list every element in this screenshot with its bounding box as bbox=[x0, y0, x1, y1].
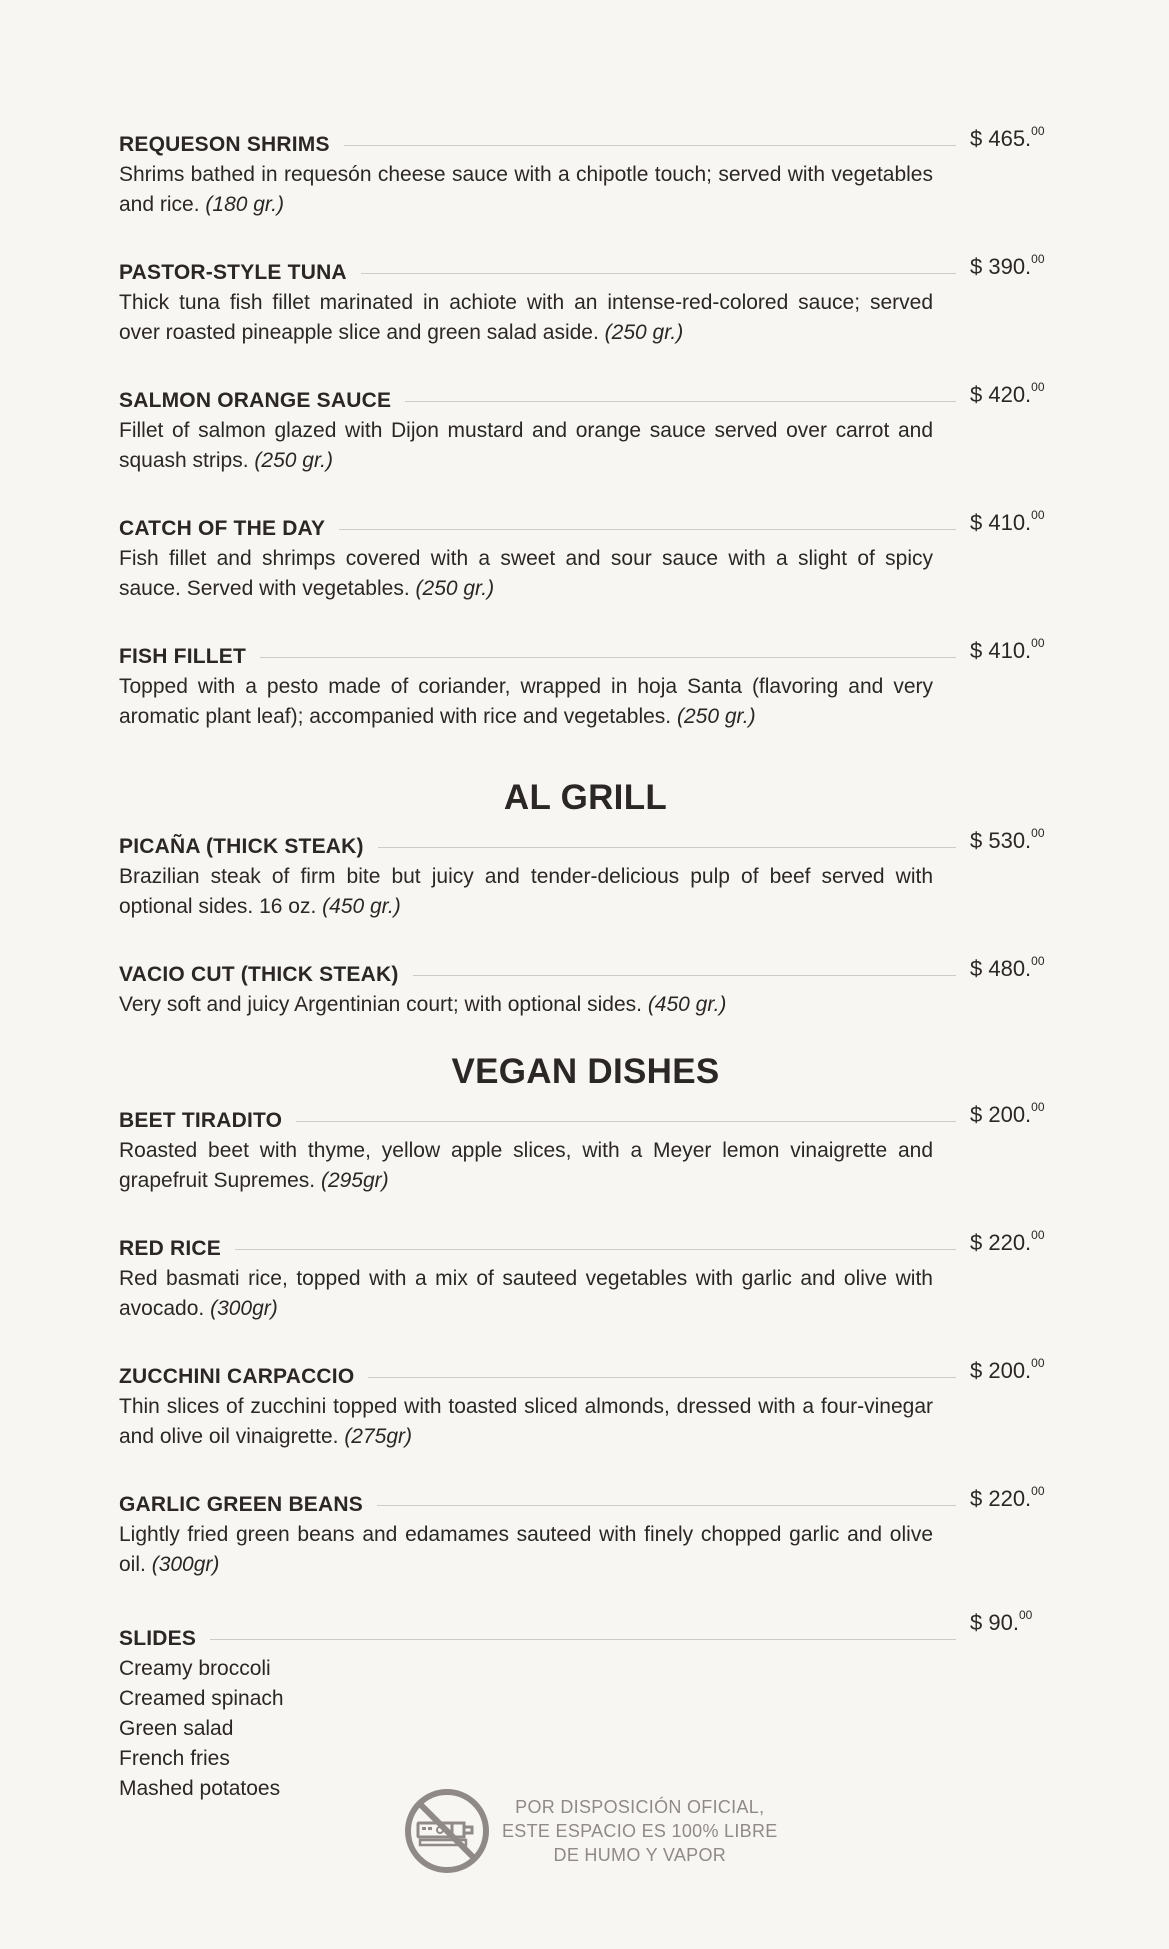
item-description: Thin slices of zucchini topped with toasted sliced almonds, dressed with a four-vinegar and olive oil vinaigrette. (275gr) bbox=[119, 1395, 933, 1448]
notice-line: ESTE ESPACIO ES 100% LIBRE bbox=[502, 1821, 778, 1841]
item-price: $ 390.00 bbox=[970, 251, 1045, 279]
menu-item-catch-of-the-day bbox=[119, 507, 1052, 604]
dotted-leader bbox=[368, 1377, 956, 1378]
dotted-leader bbox=[413, 975, 956, 976]
item-weight: (300gr) bbox=[151, 1553, 220, 1576]
menu-item-beet-tiradito bbox=[119, 1099, 1052, 1196]
dotted-leader bbox=[339, 529, 956, 530]
notice-line: POR DISPOSICIÓN OFICIAL, bbox=[515, 1797, 765, 1817]
item-price: $ 220.00 bbox=[970, 1227, 1045, 1255]
item-name: SALMON ORANGE SAUCE bbox=[119, 389, 392, 412]
menu-item-requeson-shrims bbox=[119, 123, 1052, 220]
dotted-leader bbox=[344, 145, 956, 146]
item-description: Red basmati rice, topped with a mix of sauteed vegetables with garlic and olive with avocado. (300gr) bbox=[119, 1267, 933, 1320]
dotted-leader bbox=[296, 1121, 956, 1122]
item-name: FISH FILLET bbox=[119, 645, 247, 668]
menu-item-red-rice bbox=[119, 1227, 1052, 1324]
menu-item-salmon-orange-sauce bbox=[119, 379, 1052, 476]
item-price: $ 420.00 bbox=[970, 379, 1045, 407]
item-description: Roasted beet with thyme, yellow apple slices, with a Meyer lemon vinaigrette and grapefruit Supremes. (295gr) bbox=[119, 1139, 933, 1192]
menu-content bbox=[119, 123, 1052, 1842]
menu-item-zucchini-carpaccio bbox=[119, 1355, 1052, 1452]
item-description: Topped with a pesto made of coriander, wrapped in hoja Santa (flavoring and very aromatic plant leaf); accompanied with rice and vegetables. (250 gr.) bbox=[119, 675, 933, 728]
sides-list bbox=[119, 1654, 1052, 1804]
dotted-leader bbox=[378, 847, 956, 848]
item-name: GARLIC GREEN BEANS bbox=[119, 1493, 363, 1516]
item-weight: (450 gr.) bbox=[322, 895, 401, 918]
notice-text bbox=[502, 1795, 778, 1867]
menu-item-vacio-cut bbox=[119, 953, 1052, 1020]
item-weight: (450 gr.) bbox=[647, 993, 727, 1016]
item-price: $ 410.00 bbox=[970, 507, 1045, 535]
no-smoking-vaping-icon bbox=[404, 1788, 490, 1874]
item-name: RED RICE bbox=[119, 1237, 221, 1260]
notice-line: DE HUMO Y VAPOR bbox=[553, 1845, 727, 1865]
dotted-leader bbox=[405, 401, 956, 402]
list-item: Creamed spinach bbox=[119, 1687, 284, 1710]
dotted-leader bbox=[210, 1639, 956, 1640]
item-name: SLIDES bbox=[119, 1627, 197, 1650]
dotted-leader bbox=[235, 1249, 956, 1250]
item-description: Shrims bathed in requesón cheese sauce with a chipotle touch; served with vegetables and rice. (180 gr.) bbox=[119, 163, 933, 216]
item-name: PASTOR-STYLE TUNA bbox=[119, 261, 347, 284]
dotted-leader bbox=[361, 273, 956, 274]
menu-item-garlic-green-beans bbox=[119, 1483, 1052, 1580]
item-price: $ 90.00 bbox=[970, 1607, 1033, 1635]
list-item: Mashed potatoes bbox=[119, 1777, 281, 1800]
item-name: REQUESON SHRIMS bbox=[119, 133, 330, 156]
item-weight: (180 gr.) bbox=[205, 193, 284, 216]
section-title-vegan-dishes: VEGAN DISHES bbox=[451, 1052, 720, 1091]
item-price: $ 200.00 bbox=[970, 1099, 1045, 1127]
item-weight: (300gr) bbox=[210, 1297, 278, 1320]
dotted-leader bbox=[260, 657, 956, 658]
item-name: CATCH OF THE DAY bbox=[119, 517, 326, 540]
item-name: PICAÑA (THICK STEAK) bbox=[119, 835, 364, 858]
item-price: $ 480.00 bbox=[970, 953, 1045, 981]
menu-item-sides bbox=[119, 1607, 1052, 1804]
item-name: BEET TIRADITO bbox=[119, 1109, 283, 1132]
list-item: Creamy broccoli bbox=[119, 1657, 271, 1680]
list-item: Green salad bbox=[119, 1717, 234, 1740]
item-description: Lightly fried green beans and edamames sauteed with finely chopped garlic and olive oil. (300gr) bbox=[119, 1523, 933, 1576]
menu-item-fish-fillet bbox=[119, 635, 1052, 732]
menu-item-pastor-style-tuna bbox=[119, 251, 1052, 348]
item-weight: (250 gr.) bbox=[604, 321, 684, 344]
item-name: ZUCCHINI CARPACCIO bbox=[119, 1365, 355, 1388]
list-item: French fries bbox=[119, 1747, 230, 1770]
menu-item-picana bbox=[119, 825, 1052, 922]
item-weight: (250 gr.) bbox=[676, 705, 756, 728]
item-weight: (250 gr.) bbox=[254, 449, 333, 472]
item-price: $ 530.00 bbox=[970, 825, 1045, 853]
item-description: Fish fillet and shrimps covered with a sweet and sour sauce with a slight of spicy sauce. Served with vegetables. (250 gr.) bbox=[119, 547, 933, 600]
no-smoking-notice bbox=[404, 1788, 778, 1874]
item-price: $ 200.00 bbox=[970, 1355, 1045, 1383]
item-description: Thick tuna fish fillet marinated in achiote with an intense-red-colored sauce; served over roasted pineapple slice and green salad aside. (250 gr.) bbox=[119, 291, 933, 344]
item-weight: (295gr) bbox=[320, 1169, 389, 1192]
item-name: VACIO CUT (THICK STEAK) bbox=[119, 963, 399, 986]
item-weight: (275gr) bbox=[344, 1425, 413, 1448]
item-description: Very soft and juicy Argentinian court; with optional sides. (450 gr.) bbox=[119, 993, 727, 1016]
item-description: Brazilian steak of firm bite but juicy and tender-delicious pulp of beef served with optional sides. 16 oz. (450 gr.) bbox=[119, 865, 933, 918]
item-weight: (250 gr.) bbox=[415, 577, 495, 600]
item-price: $ 410.00 bbox=[970, 635, 1045, 663]
section-title-al-grill: AL GRILL bbox=[503, 778, 668, 817]
item-price: $ 465.00 bbox=[970, 123, 1045, 151]
dotted-leader bbox=[377, 1505, 956, 1506]
item-description: Fillet of salmon glazed with Dijon mustard and orange sauce served over carrot and squash strips. (250 gr.) bbox=[119, 419, 933, 472]
item-price: $ 220.00 bbox=[970, 1483, 1045, 1511]
